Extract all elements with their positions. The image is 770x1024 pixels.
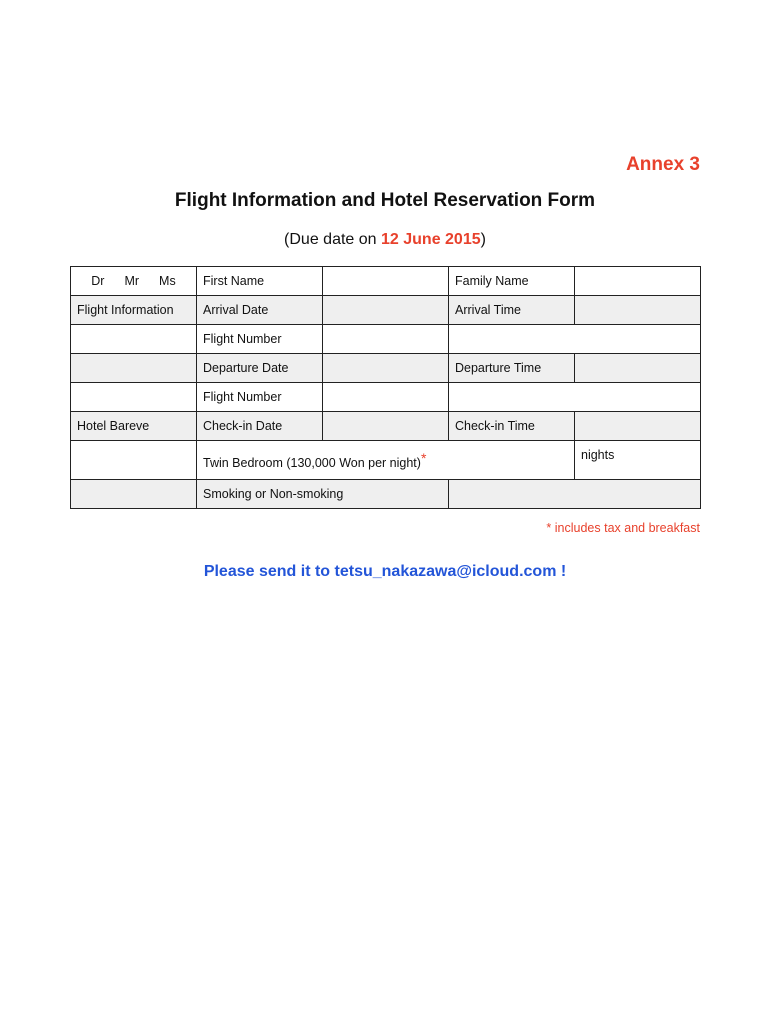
empty-cell xyxy=(71,354,197,383)
arrival-date-field[interactable] xyxy=(323,296,449,325)
nights-label: nights xyxy=(581,448,615,462)
empty-cell xyxy=(71,383,197,412)
empty-cell xyxy=(71,480,197,509)
due-suffix: ) xyxy=(480,231,486,248)
table-row xyxy=(71,383,701,412)
table-row xyxy=(71,412,701,441)
empty-cell xyxy=(449,325,701,354)
title-option-dr[interactable]: Dr xyxy=(91,274,105,288)
departure-flight-number-field[interactable] xyxy=(323,383,449,412)
first-name-label: First Name xyxy=(197,267,323,296)
arrival-time-field[interactable] xyxy=(575,296,701,325)
checkin-time-field[interactable] xyxy=(575,412,701,441)
departure-time-label: Departure Time xyxy=(449,354,575,383)
table-row xyxy=(71,325,701,354)
smoking-field[interactable] xyxy=(449,480,701,509)
table-row xyxy=(71,296,701,325)
room-text: Twin Bedroom (130,000 Won per night) xyxy=(203,456,421,470)
smoking-label: Smoking or Non-smoking xyxy=(197,480,449,509)
empty-cell xyxy=(71,441,197,480)
title-options-cell[interactable] xyxy=(71,267,197,296)
checkin-date-field[interactable] xyxy=(323,412,449,441)
first-name-field[interactable] xyxy=(323,267,449,296)
departure-date-field[interactable] xyxy=(323,354,449,383)
table-row xyxy=(71,267,701,296)
annex-label: Annex 3 xyxy=(626,154,700,175)
arrival-time-label: Arrival Time xyxy=(449,296,575,325)
table-row xyxy=(71,480,701,509)
nights-field[interactable] xyxy=(575,441,701,480)
table-row xyxy=(71,354,701,383)
due-date: 12 June 2015 xyxy=(381,231,481,248)
empty-cell xyxy=(71,325,197,354)
arrival-flight-number-field[interactable] xyxy=(323,325,449,354)
title-option-mr[interactable]: Mr xyxy=(124,274,140,288)
flight-number-label: Flight Number xyxy=(197,325,323,354)
checkin-time-label: Check-in Time xyxy=(449,412,575,441)
tax-note: * includes tax and breakfast xyxy=(546,521,700,535)
hotel-label: Hotel Bareve xyxy=(71,412,197,441)
reservation-form-table xyxy=(70,266,701,509)
flight-info-label: Flight Information xyxy=(71,296,197,325)
departure-time-field[interactable] xyxy=(575,354,701,383)
room-asterisk: * xyxy=(420,450,427,466)
due-date-line xyxy=(0,231,770,249)
departure-date-label: Departure Date xyxy=(197,354,323,383)
family-name-label: Family Name xyxy=(449,267,575,296)
arrival-date-label: Arrival Date xyxy=(197,296,323,325)
empty-cell xyxy=(449,383,701,412)
form-title: Flight Information and Hotel Reservation Form xyxy=(174,190,596,211)
send-instruction[interactable]: Please send it to tetsu_nakazawa@icloud.com ! xyxy=(203,563,567,580)
title-option-ms[interactable]: Ms xyxy=(159,274,176,288)
family-name-field[interactable] xyxy=(575,267,701,296)
flight-number-label: Flight Number xyxy=(197,383,323,412)
table-row xyxy=(71,441,701,480)
checkin-date-label: Check-in Date xyxy=(197,412,323,441)
due-prefix: (Due date on xyxy=(284,231,381,248)
room-label xyxy=(197,441,575,480)
